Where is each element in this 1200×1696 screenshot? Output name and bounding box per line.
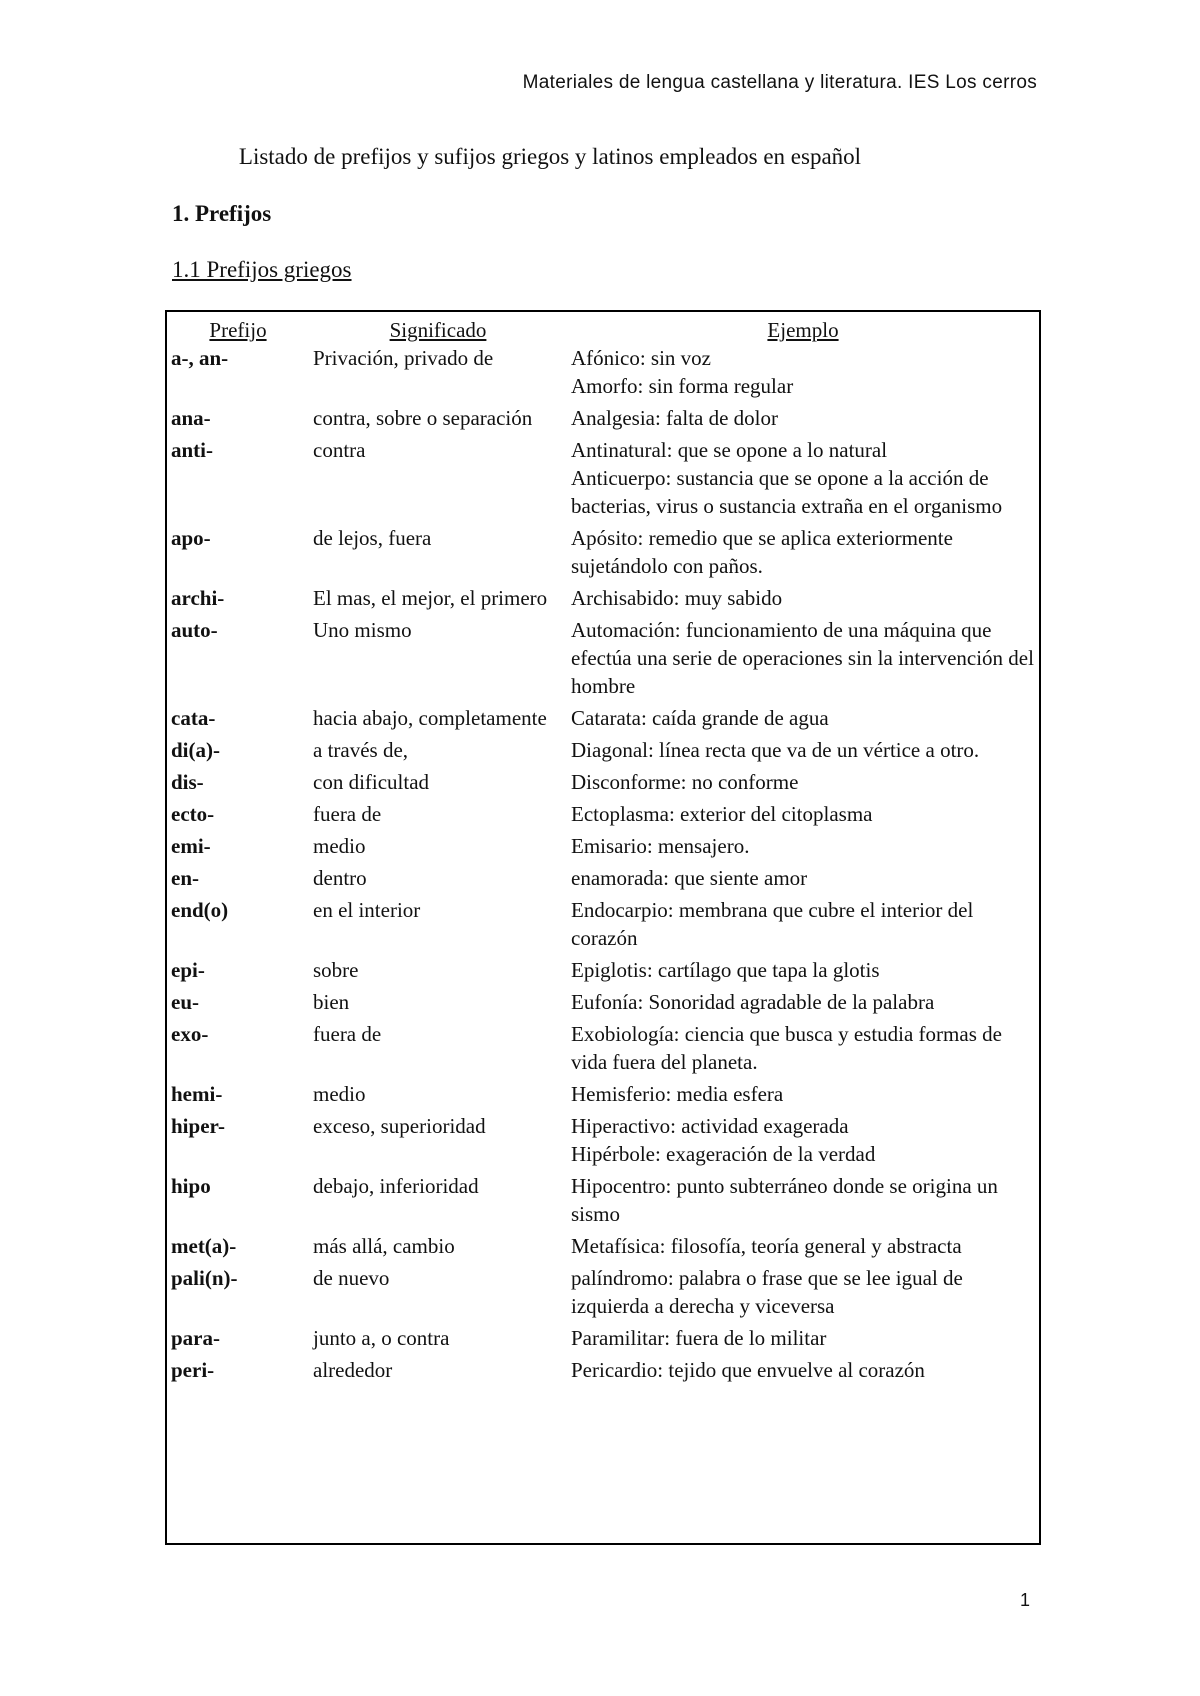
table-row bbox=[167, 832, 1039, 864]
meaning-cell: en el interior bbox=[313, 898, 421, 922]
document-title: Listado de prefijos y sufijos griegos y latinos empleados en español bbox=[238, 144, 862, 169]
meaning-cell: medio bbox=[313, 834, 366, 858]
example-text: Afónico: sin voz bbox=[571, 346, 711, 370]
meaning-cell: fuera de bbox=[313, 802, 382, 826]
example-cell bbox=[567, 832, 1039, 864]
example-cell bbox=[567, 988, 1039, 1020]
table-row bbox=[167, 1080, 1039, 1112]
example-cell bbox=[567, 1020, 1039, 1080]
meaning-cell: debajo, inferioridad bbox=[313, 1174, 479, 1198]
example-cell bbox=[567, 1324, 1039, 1356]
meaning-cell: sobre bbox=[313, 958, 359, 982]
prefix-cell: para- bbox=[171, 1326, 220, 1350]
page-header: Materiales de lengua castellana y literatura. IES Los cerros bbox=[522, 72, 1037, 93]
table-row bbox=[167, 988, 1039, 1020]
meaning-cell: de nuevo bbox=[313, 1266, 390, 1290]
prefix-cell: epi- bbox=[171, 958, 205, 982]
meaning-cell: hacia abajo, completamente bbox=[313, 706, 547, 730]
table-row bbox=[167, 768, 1039, 800]
table-row bbox=[167, 956, 1039, 988]
table-row bbox=[167, 864, 1039, 896]
example-cell bbox=[567, 1112, 1039, 1172]
prefix-cell: pali(n)- bbox=[171, 1266, 238, 1290]
column-header-prefix: Prefijo bbox=[209, 318, 267, 342]
table-body bbox=[167, 344, 1039, 1388]
table-row bbox=[167, 736, 1039, 768]
table-row bbox=[167, 404, 1039, 436]
example-text: Disconforme: no conforme bbox=[571, 770, 799, 794]
example-cell bbox=[567, 524, 1039, 584]
example-cell bbox=[567, 864, 1039, 896]
example-text: Catarata: caída grande de agua bbox=[571, 706, 829, 730]
example-text: enamorada: que siente amor bbox=[571, 866, 808, 890]
prefix-cell: anti- bbox=[171, 438, 213, 462]
meaning-cell: bien bbox=[313, 990, 350, 1014]
example-cell bbox=[567, 704, 1039, 736]
example-text: Hipérbole: exageración de la verdad bbox=[571, 1142, 876, 1166]
example-text: Emisario: mensajero. bbox=[571, 834, 750, 858]
example-text: Analgesia: falta de dolor bbox=[571, 406, 779, 430]
prefix-cell: dis- bbox=[171, 770, 204, 794]
prefix-cell: auto- bbox=[171, 618, 218, 642]
meaning-cell: contra, sobre o separación bbox=[313, 406, 533, 430]
prefix-cell: emi- bbox=[171, 834, 211, 858]
example-cell bbox=[567, 1232, 1039, 1264]
example-text: Anticuerpo: sustancia que se opone a la acción de bacterias, virus o sustancia extraña en el organismo bbox=[571, 466, 1003, 518]
prefix-cell: archi- bbox=[171, 586, 225, 610]
table-row bbox=[167, 524, 1039, 584]
subsection-heading: 1.1 Prefijos griegos bbox=[172, 257, 352, 282]
example-text: Endocarpio: membrana que cubre el interior del corazón bbox=[571, 898, 974, 950]
example-text: Archisabido: muy sabido bbox=[571, 586, 783, 610]
example-text: Diagonal: línea recta que va de un vértice a otro. bbox=[571, 738, 980, 762]
meaning-cell: exceso, superioridad bbox=[313, 1114, 486, 1138]
prefix-cell: met(a)- bbox=[171, 1234, 237, 1258]
example-text: Automación: funcionamiento de una máquina que efectúa una serie de operaciones sin la intervención del hombre bbox=[571, 618, 1034, 698]
example-text: Hiperactivo: actividad exagerada bbox=[571, 1114, 849, 1138]
table-row bbox=[167, 800, 1039, 832]
example-cell bbox=[567, 436, 1039, 524]
prefix-cell: hemi- bbox=[171, 1082, 223, 1106]
meaning-cell: medio bbox=[313, 1082, 366, 1106]
table-row bbox=[167, 896, 1039, 956]
table-row bbox=[167, 616, 1039, 704]
prefix-cell: di(a)- bbox=[171, 738, 220, 762]
table-header-row bbox=[167, 312, 1039, 344]
example-cell bbox=[567, 616, 1039, 704]
prefix-cell: eu- bbox=[171, 990, 199, 1014]
meaning-cell: Uno mismo bbox=[313, 618, 412, 642]
table-row bbox=[167, 584, 1039, 616]
meaning-cell: dentro bbox=[313, 866, 367, 890]
prefix-cell: a-, an- bbox=[171, 346, 229, 370]
table-row bbox=[167, 1112, 1039, 1172]
example-text: Ectoplasma: exterior del citoplasma bbox=[571, 802, 873, 826]
table-row bbox=[167, 1232, 1039, 1264]
example-text: Hipocentro: punto subterráneo donde se origina un sismo bbox=[571, 1174, 998, 1226]
example-cell bbox=[567, 344, 1039, 404]
example-text: Antinatural: que se opone a lo natural bbox=[571, 438, 888, 462]
meaning-cell: El mas, el mejor, el primero bbox=[313, 586, 548, 610]
table-row bbox=[167, 704, 1039, 736]
prefix-cell: ana- bbox=[171, 406, 211, 430]
example-text: Hemisferio: media esfera bbox=[571, 1082, 784, 1106]
prefix-cell: en- bbox=[171, 866, 199, 890]
example-cell bbox=[567, 1080, 1039, 1112]
example-text: Paramilitar: fuera de lo militar bbox=[571, 1326, 827, 1350]
section-heading: 1. Prefijos bbox=[172, 201, 272, 226]
example-cell bbox=[567, 584, 1039, 616]
meaning-cell: con dificultad bbox=[313, 770, 430, 794]
meaning-cell: contra bbox=[313, 438, 366, 462]
meaning-cell: alrededor bbox=[313, 1358, 393, 1382]
example-cell bbox=[567, 896, 1039, 956]
example-cell bbox=[567, 768, 1039, 800]
example-cell bbox=[567, 1172, 1039, 1232]
page-number: 1 bbox=[1020, 1590, 1031, 1610]
example-text: Pericardio: tejido que envuelve al corazón bbox=[571, 1358, 925, 1382]
example-cell bbox=[567, 956, 1039, 988]
table-row bbox=[167, 1356, 1039, 1388]
prefix-cell: exo- bbox=[171, 1022, 209, 1046]
example-text: Eufonía: Sonoridad agradable de la palabra bbox=[571, 990, 935, 1014]
example-text: Exobiología: ciencia que busca y estudia formas de vida fuera del planeta. bbox=[571, 1022, 1002, 1074]
table-row bbox=[167, 1324, 1039, 1356]
example-cell bbox=[567, 736, 1039, 768]
table-row bbox=[167, 1020, 1039, 1080]
table-row bbox=[167, 1172, 1039, 1232]
example-text: palíndromo: palabra o frase que se lee igual de izquierda a derecha y viceversa bbox=[571, 1266, 963, 1318]
example-cell bbox=[567, 1356, 1039, 1388]
prefix-cell: hiper- bbox=[171, 1114, 226, 1138]
example-text: Epiglotis: cartílago que tapa la glotis bbox=[571, 958, 880, 982]
table-row bbox=[167, 1264, 1039, 1324]
prefix-cell: peri- bbox=[171, 1358, 215, 1382]
prefix-cell: apo- bbox=[171, 526, 211, 550]
example-cell bbox=[567, 800, 1039, 832]
column-header-example: Ejemplo bbox=[767, 318, 839, 342]
prefix-table bbox=[165, 310, 1041, 1545]
example-text: Metafísica: filosofía, teoría general y abstracta bbox=[571, 1234, 962, 1258]
example-text: Apósito: remedio que se aplica exteriormente sujetándolo con paños. bbox=[571, 526, 953, 578]
meaning-cell: fuera de bbox=[313, 1022, 382, 1046]
table-row bbox=[167, 436, 1039, 524]
prefix-cell: end(o) bbox=[171, 898, 229, 922]
meaning-cell: Privación, privado de bbox=[313, 346, 494, 370]
prefix-cell: ecto- bbox=[171, 802, 215, 826]
table-row bbox=[167, 344, 1039, 404]
meaning-cell: a través de, bbox=[313, 738, 409, 762]
meaning-cell: más allá, cambio bbox=[313, 1234, 455, 1258]
meaning-cell: de lejos, fuera bbox=[313, 526, 432, 550]
prefix-cell: cata- bbox=[171, 706, 216, 730]
column-header-meaning: Significado bbox=[389, 318, 487, 342]
meaning-cell: junto a, o contra bbox=[313, 1326, 450, 1350]
example-cell bbox=[567, 404, 1039, 436]
prefix-cell: hipo bbox=[171, 1174, 211, 1198]
example-text: Amorfo: sin forma regular bbox=[571, 374, 794, 398]
example-cell bbox=[567, 1264, 1039, 1324]
